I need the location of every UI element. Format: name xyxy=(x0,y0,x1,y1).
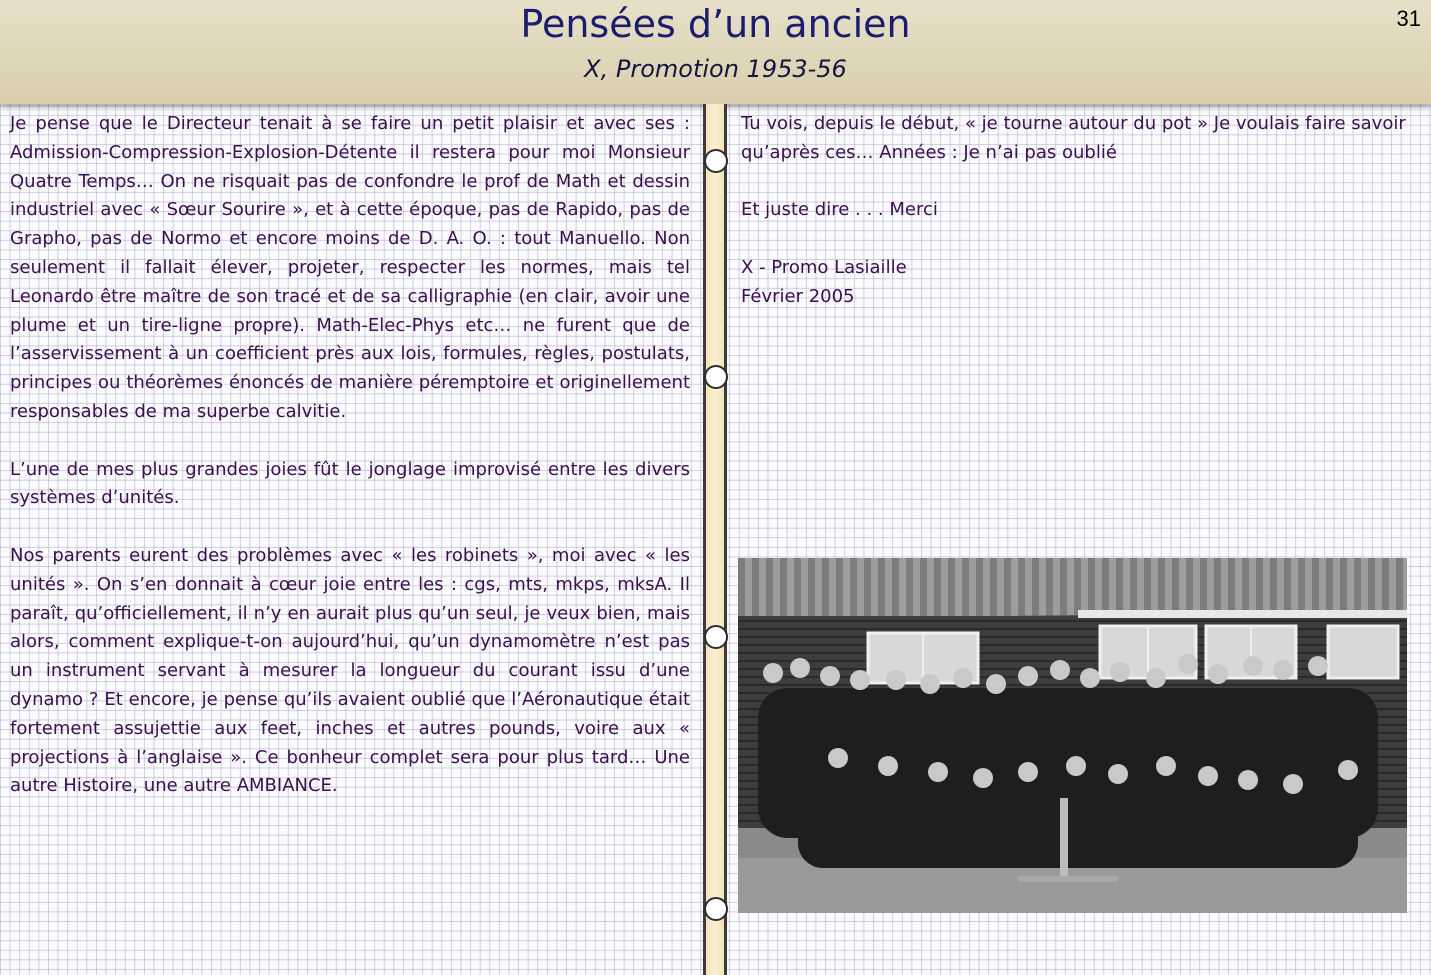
notebook-binding xyxy=(703,104,727,975)
binding-ring xyxy=(704,149,728,173)
closing-line: Et juste dire . . . Merci xyxy=(741,199,938,221)
page-subtitle: X, Promotion 1953-56 xyxy=(584,55,847,83)
group-photo-image xyxy=(738,558,1407,913)
page-number: 31 xyxy=(1396,6,1421,31)
paragraph: Tu vois, depuis le début, « je tourne autour du pot » Je voulais faire savoir qu’après ces… Années : Je n’ai pas oublié xyxy=(741,113,1406,163)
binding-ring xyxy=(704,897,728,921)
right-column xyxy=(741,110,1421,312)
page-title: Pensées d’un ancien xyxy=(520,2,911,46)
paragraph: Je pense que le Directeur tenait à se faire un petit plaisir et avec ses : Admission-Compression-Explosion-Détente il restera pour moi Monsieur Quatre Temps… On ne risquait pas de confondre le prof de Math et dessin industriel avec « Sœur Sourire », et à cette époque, pas de Rapido, pas de Grapho, pas de Normo et encore moins de D. A. O. : tout Manuello. Non seulement il fallait élever, projeter, respecter les normes, mais tel Leonardo être maître de son tracé et de sa calligraphie (en clair, avoir une plume et un tire-ligne propre). Math-Elec-Phys etc… ne furent que de l’asservissement à un coefficient près aux lois, formules, règles, postulats, principes ou théorèmes énoncés de manière péremptoire et originellement responsables de ma superbe calvitie. xyxy=(10,113,690,422)
paragraph: L’une de mes plus grandes joies fût le jonglage improvisé entre les divers systèmes d’unités. xyxy=(10,458,690,509)
class-photo xyxy=(738,558,1407,913)
signature: X - Promo Lasiaille xyxy=(741,256,907,278)
left-column xyxy=(10,110,690,801)
header-banner xyxy=(0,0,1431,104)
binding-ring xyxy=(704,625,728,649)
signature-date: Février 2005 xyxy=(741,285,855,307)
binding-ring xyxy=(704,365,728,389)
paragraph: Nos parents eurent des problèmes avec « les robinets », moi avec « les unités ». On s’en donnait à cœur joie entre les : cgs, mts, mkps, mksA. Il paraît, qu’officiellement, il n’y en aurait plus qu’un seul, je veux bien, mais alors, comment explique-t-on aujourd’hui, qu’un dynamomètre n’est pas un instrument servant à mesurer la longueur du courant issu d’une dynamo ? Et encore, je pense qu’ils avaient oublié que l’Aéronautique était fortement assujettie aux feet, inches et autres pounds, voire aux « projections à l’anglaise ». Ce bonheur complet sera pour plus tard… Une autre Histoire, une autre AMBIANCE. xyxy=(10,544,690,797)
